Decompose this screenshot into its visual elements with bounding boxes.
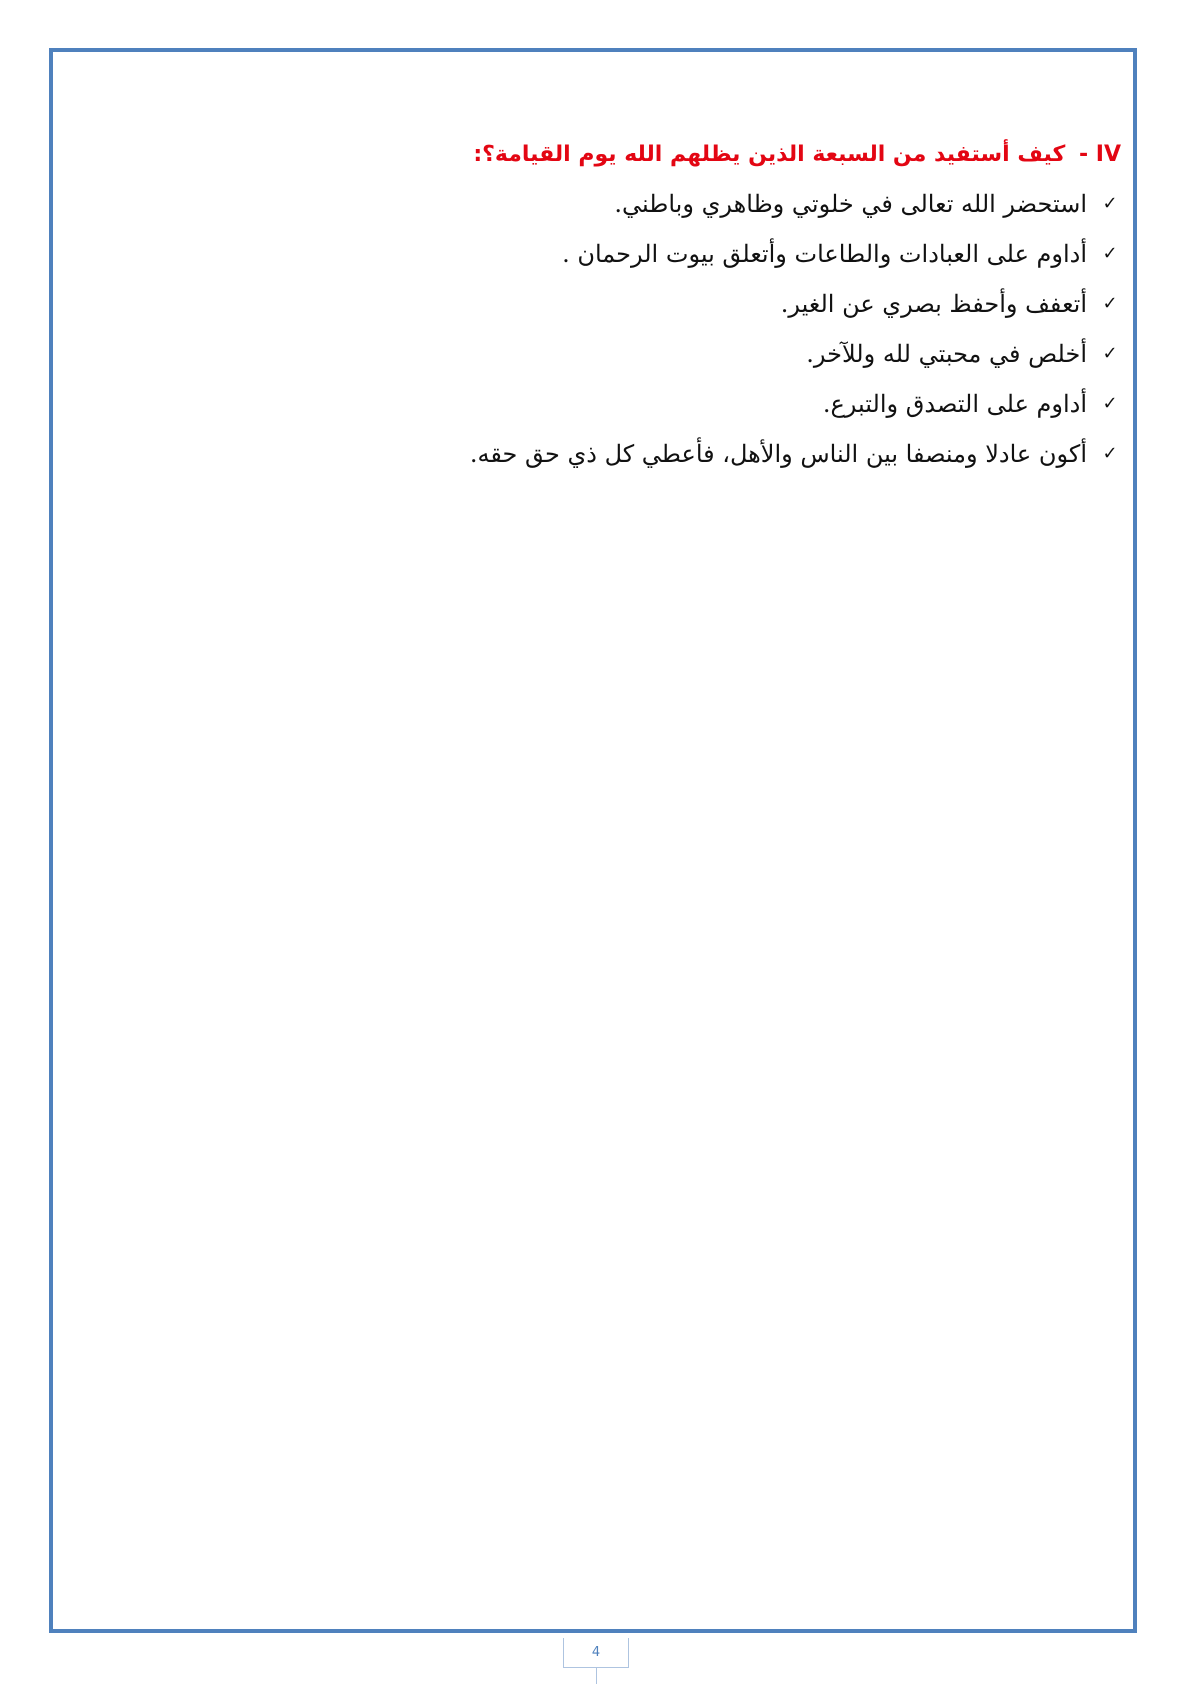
checkmark-icon: ✓ — [1102, 193, 1118, 214]
list-item-text: أداوم على التصدق والتبرع. — [822, 390, 1087, 418]
checkmark-icon: ✓ — [1102, 343, 1118, 364]
list-item — [141, 329, 1121, 379]
section-title: كيف أستفيد من السبعة الذين يظلهم الله يوم القيامة؟: — [473, 142, 1066, 167]
checkmark-icon: ✓ — [1102, 393, 1118, 414]
list-item — [141, 229, 1121, 279]
bullet-list — [141, 179, 1121, 479]
section-number: IV - — [1078, 142, 1121, 167]
list-item — [141, 179, 1121, 229]
list-item-text: أتعفف وأحفظ بصري عن الغير. — [780, 290, 1087, 318]
section-heading — [141, 137, 1121, 173]
page-number-divider — [596, 1668, 597, 1684]
page-number — [563, 1638, 629, 1668]
list-item — [141, 429, 1121, 479]
list-item-text: أخلص في محبتي لله وللآخر. — [806, 340, 1087, 368]
list-item-text: استحضر الله تعالى في خلوتي وظاهري وباطني. — [614, 190, 1087, 218]
document-content — [141, 137, 1121, 479]
checkmark-icon: ✓ — [1102, 443, 1118, 464]
list-item-text: أداوم على العبادات والطاعات وأتعلق بيوت الرحمان . — [562, 240, 1087, 268]
list-item-text: أكون عادلا ومنصفا بين الناس والأهل، فأعطي كل ذي حق حقه. — [469, 440, 1087, 468]
list-item — [141, 279, 1121, 329]
checkmark-icon: ✓ — [1102, 243, 1118, 264]
page-number-text: 4 — [591, 1645, 601, 1660]
checkmark-icon: ✓ — [1102, 293, 1118, 314]
list-item — [141, 379, 1121, 429]
